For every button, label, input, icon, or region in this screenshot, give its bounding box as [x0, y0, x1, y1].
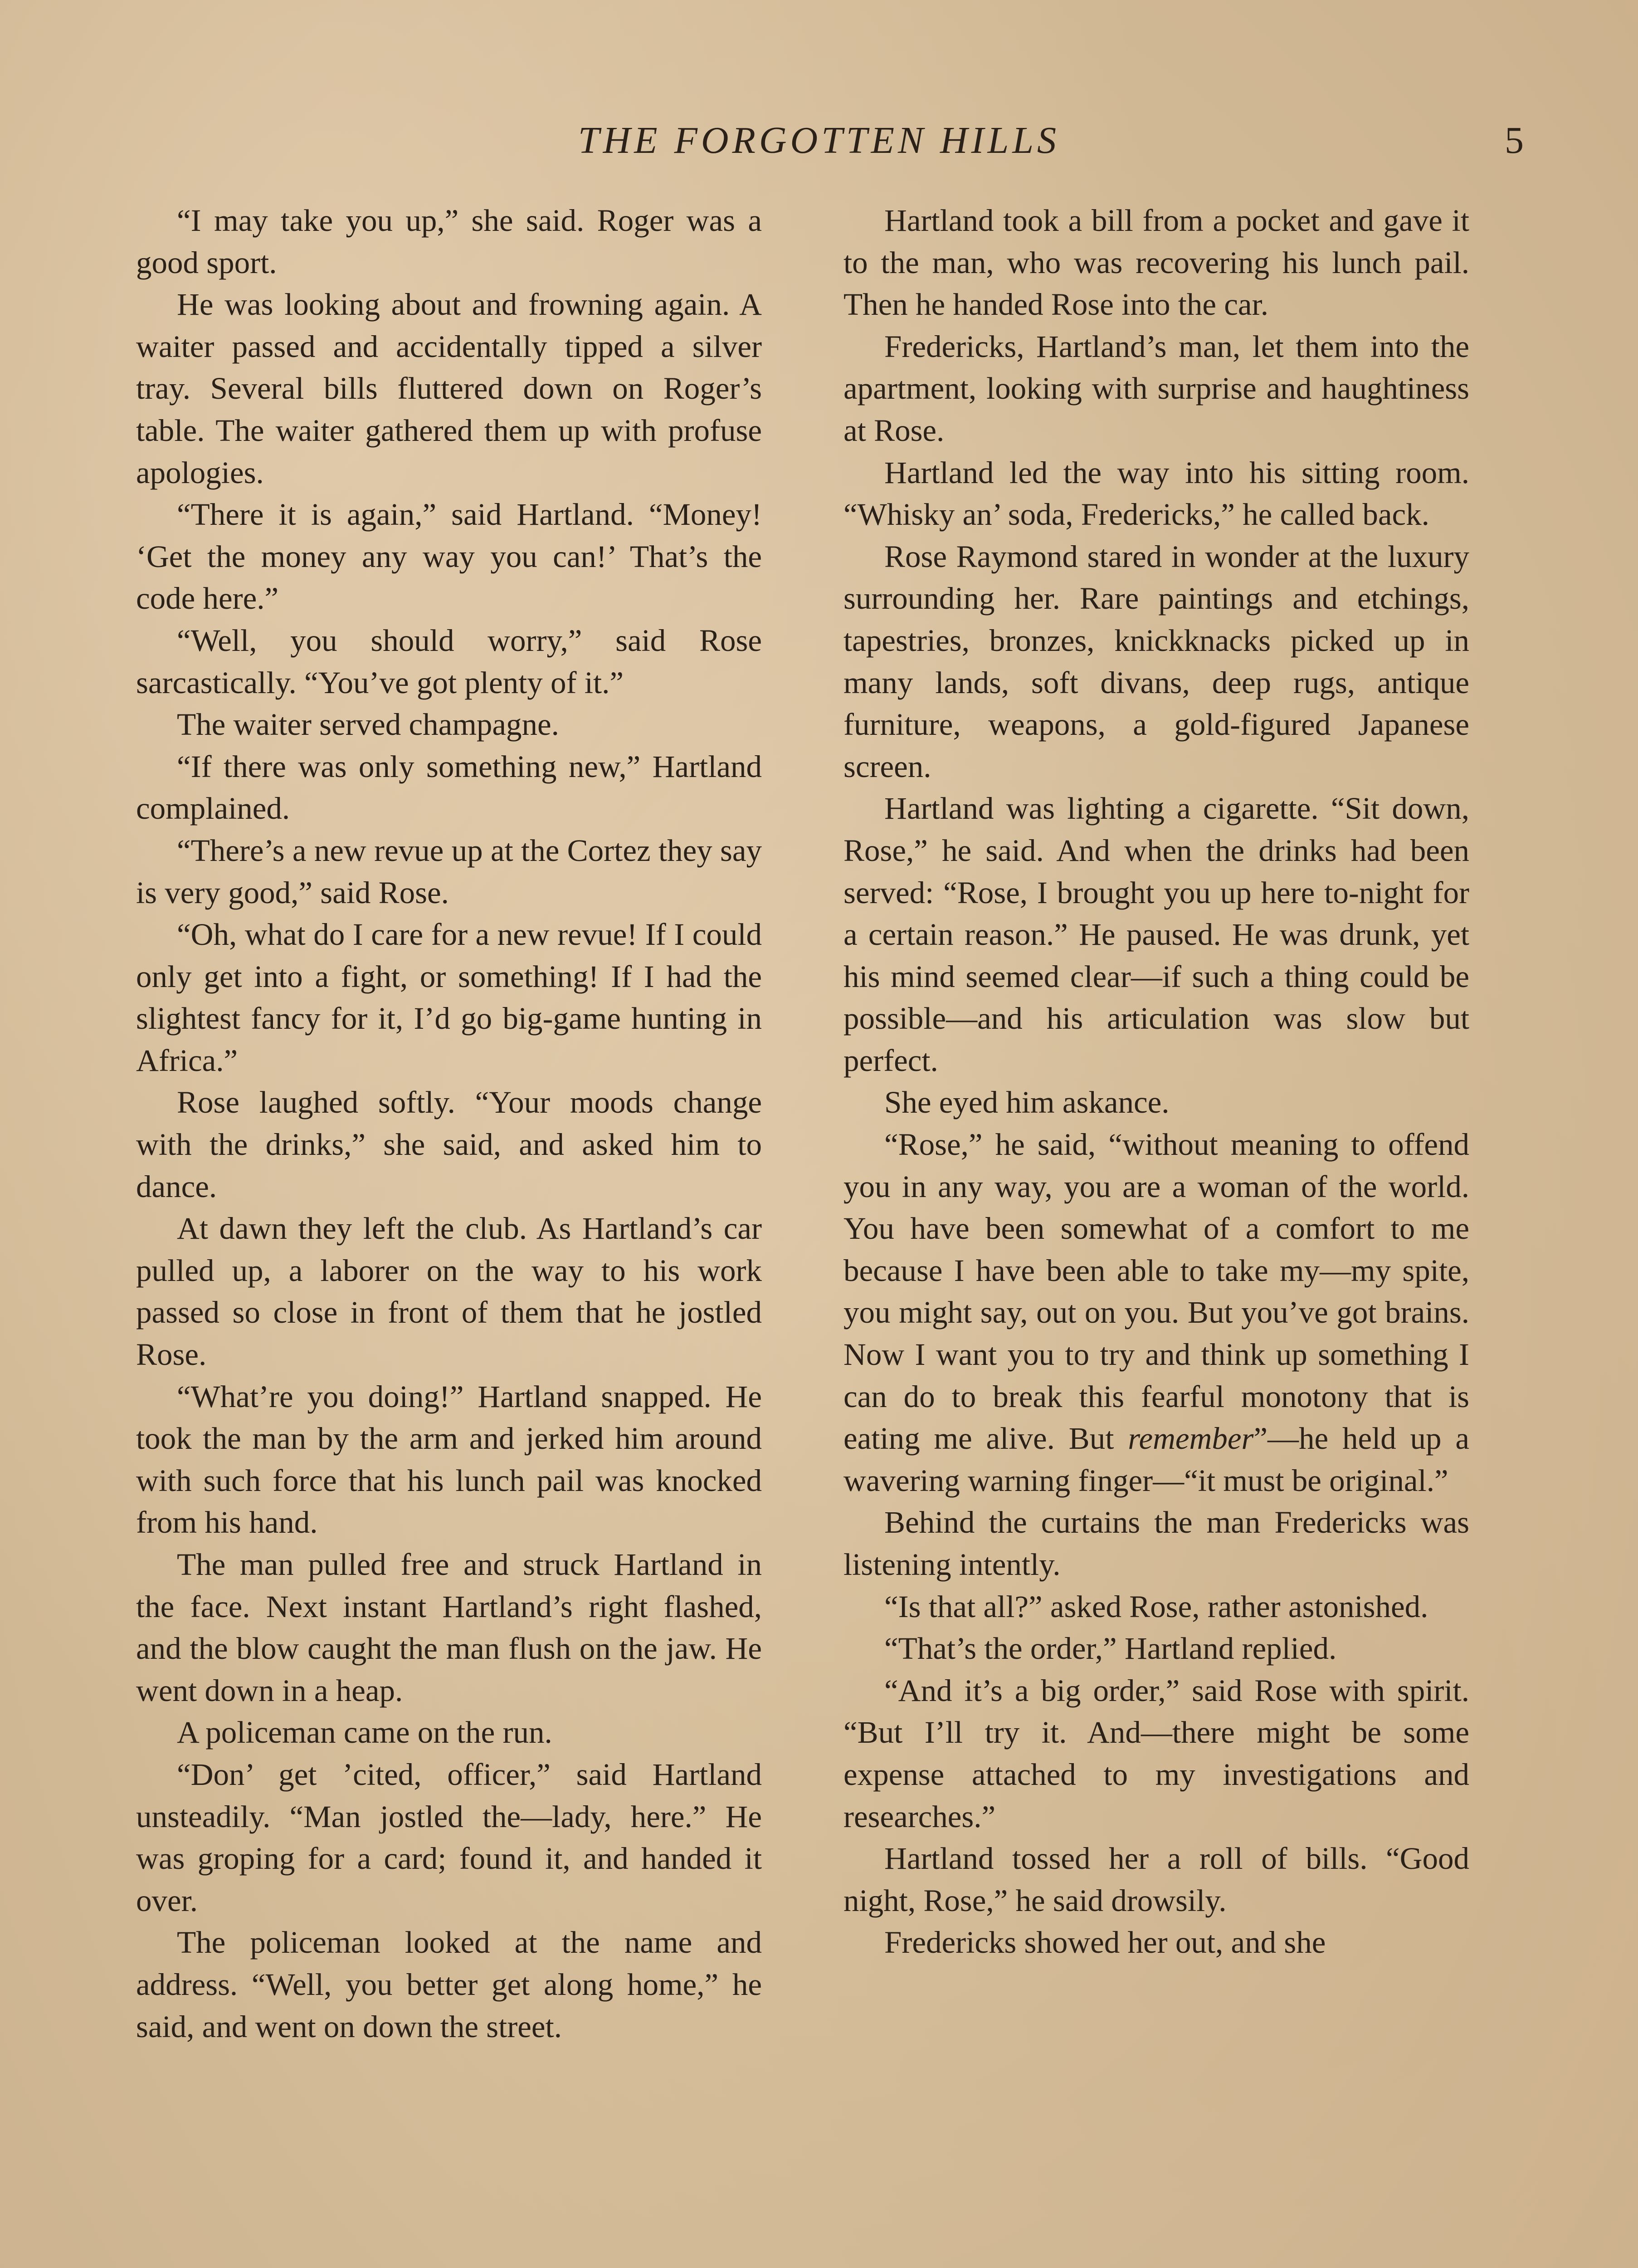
paragraph: “That’s the order,” Hartland replied. [884, 1631, 1337, 1666]
left-column [136, 200, 762, 2048]
paragraph: A policeman came on the run. [177, 1715, 552, 1750]
paragraph: Rose Raymond stared in wonder at the luxury surrounding her. Rare paintings and etchings, tapestries, bronzes, knickknacks picked up in many lands, soft divans, deep rugs, antique furniture, weapons, a gold-figured Japanese screen. [843, 539, 1469, 784]
paragraph: “Well, you should worry,” said Rose sarcastically. “You’ve got plenty of it.” [136, 623, 762, 700]
paragraph: Fredericks showed her out, and she [884, 1925, 1326, 1960]
paragraph: “What’re you doing!” Hartland snapped. He took the man by the arm and jerked him around with such force that his lunch pail was knocked from his hand. [136, 1379, 762, 1540]
paragraph: “And it’s a big order,” said Rose with spirit. “But I’ll try it. And—there might be some expense attached to my investigations and researches.” [843, 1673, 1469, 1834]
right-column [843, 200, 1469, 1964]
paragraph: “Oh, what do I care for a new revue! If I could only get into a fight, or something! If I had the slightest fancy for it, I’d go big-game hunting in Africa.” [136, 917, 762, 1078]
paragraph: The waiter served champagne. [177, 707, 559, 742]
paragraph: Hartland tossed her a roll of bills. “Good night, Rose,” he said drowsily. [843, 1841, 1469, 1918]
paragraph: “Don’ get ’cited, officer,” said Hartland unsteadily. “Man jostled the—lady, here.” He was groping for a card; found it, and handed it over. [136, 1757, 762, 1918]
paragraph: He was looking about and frowning again. A waiter passed and accidentally tipped a silver tray. Several bills fluttered down on Roger’s table. The waiter gathered them up with profuse apologies. [136, 287, 762, 490]
paragraph: “I may take you up,” she said. Roger was a good sport. [136, 203, 762, 280]
paragraph: “If there was only something new,” Hartland complained. [136, 749, 762, 826]
page-number: 5 [1505, 119, 1524, 161]
paragraph: Behind the curtains the man Fredericks was listening intently. [843, 1505, 1469, 1582]
paragraph: Hartland led the way into his sitting room. “Whisky an’ soda, Fredericks,” he called back. [843, 455, 1469, 532]
paragraph: Hartland was lighting a cigarette. “Sit down, Rose,” he said. And when the drinks had been served: “Rose, I brought you up here to-night for a certain reason.” He paused. He was drunk, yet his mind seemed clear—if such a thing could be possible—and his articulation was slow but perfect. [843, 791, 1469, 1078]
paragraph: Rose laughed softly. “Your moods change with the drinks,” she said, and asked him to dance. [136, 1085, 762, 1204]
paragraph-text-after: ”—he held up a wavering warning finger—“it must be original.” [843, 1421, 1469, 1498]
paragraph: Hartland took a bill from a pocket and gave it to the man, who was recovering his lunch pail. Then he handed Rose into the car. [843, 203, 1469, 322]
paragraph: The policeman looked at the name and address. “Well, you better get along home,” he said, and went on down the street. [136, 1925, 762, 2044]
paragraph: The man pulled free and struck Hartland in the face. Next instant Hartland’s right flashed, and the blow caught the man flush on the jaw. He went down in a heap. [136, 1547, 762, 1708]
paragraph: Fredericks, Hartland’s man, let them into the apartment, looking with surprise and haughtiness at Rose. [843, 329, 1469, 448]
paragraph-text: “Rose,” he said, “without meaning to offend you in any way, you are a woman of the world. You have been somewhat of a comfort to me because I have been able to take my—my spite, you might say, out on you. But you’ve got brains. Now I want you to try and think up something I can do to break this fearful monotony that is eating me alive. But [843, 1127, 1469, 1456]
page-header [0, 113, 1638, 168]
paragraph: “There’s a new revue up at the Cortez they say is very good,” said Rose. [136, 833, 762, 910]
paragraph: At dawn they left the club. As Hartland’s car pulled up, a laborer on the way to his work passed so close in front of them that he jostled Rose. [136, 1211, 762, 1372]
paragraph: She eyed him askance. [884, 1085, 1170, 1120]
paragraph: “There it is again,” said Hartland. “Money! ‘Get the money any way you can!’ That’s the code here.” [136, 497, 762, 616]
paragraph [843, 1124, 1469, 1501]
paragraph: “Is that all?” asked Rose, rather astonished. [884, 1589, 1428, 1624]
emphasis-text: remember [1128, 1421, 1254, 1456]
running-title: THE FORGOTTEN HILLS [578, 119, 1060, 161]
